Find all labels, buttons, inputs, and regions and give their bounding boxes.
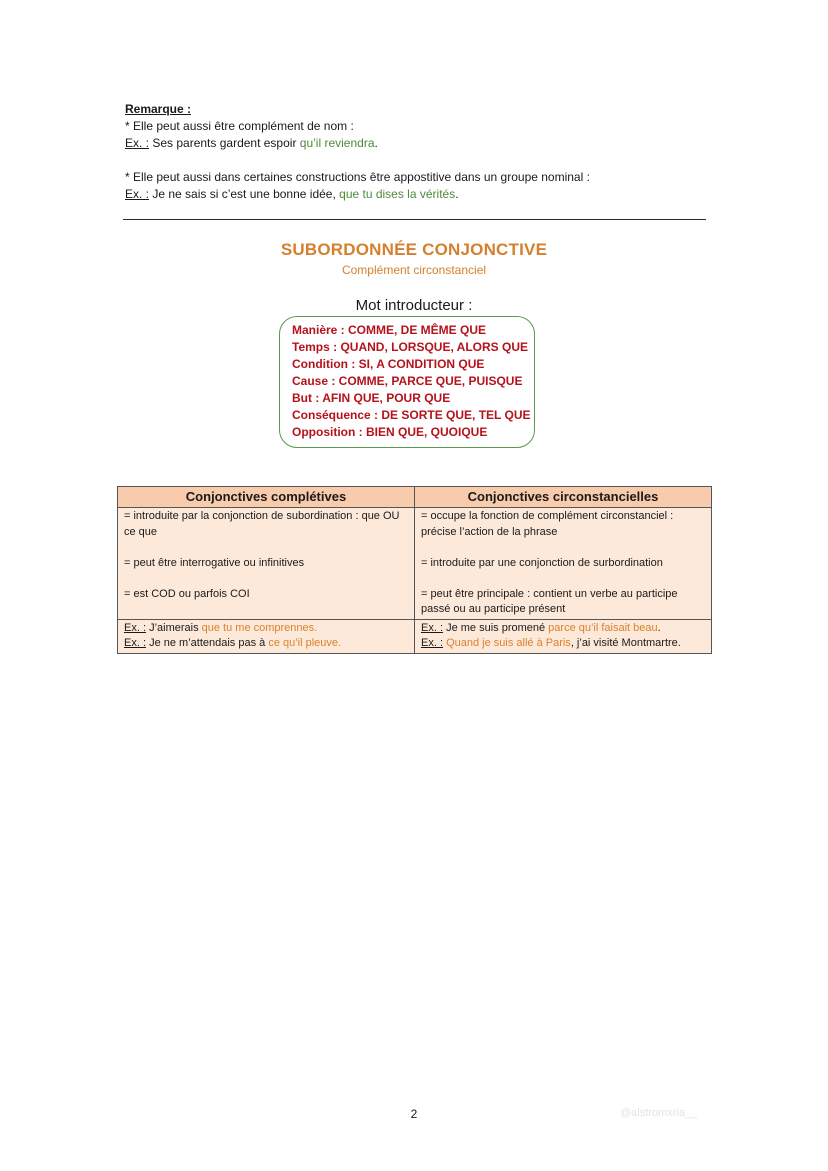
intro-item-condition: Condition : SI, A CONDITION QUE bbox=[292, 357, 485, 371]
page-number: 2 bbox=[410, 1107, 418, 1121]
circonstancielles-example-2 bbox=[421, 636, 705, 652]
example-highlight: parce qu’il faisait beau bbox=[548, 621, 658, 634]
table-cell-circonstancielles-examples bbox=[415, 619, 712, 653]
mot-introducteur-box bbox=[279, 316, 535, 448]
remarque-heading: Remarque : bbox=[125, 102, 192, 116]
watermark: @alstromxria__ bbox=[620, 1107, 698, 1119]
example-highlight: que tu me comprennes. bbox=[201, 621, 318, 634]
intro-item-but: But : AFIN QUE, POUR QUE bbox=[292, 391, 451, 405]
intro-item-opposition: Opposition : BIEN QUE, QUOIQUE bbox=[292, 425, 488, 439]
example-text: Je ne m’attendais pas à bbox=[146, 637, 269, 649]
example-highlight: que tu dises la vérités bbox=[339, 187, 456, 201]
table-cell-completives bbox=[118, 508, 415, 620]
example-end: . bbox=[374, 136, 378, 150]
example-label: Ex. : bbox=[421, 621, 444, 634]
example-end: . bbox=[455, 187, 459, 201]
example-text: J’aimerais bbox=[146, 621, 202, 634]
section-title: SUBORDONNÉE CONJONCTIVE bbox=[280, 240, 548, 259]
table-header-circonstancielles: Conjonctives circonstancielles bbox=[415, 487, 712, 508]
example-label: Ex. : bbox=[125, 187, 150, 201]
intro-item-maniere: Manière : COMME, DE MÊME QUE bbox=[292, 323, 487, 337]
example-text: Je ne sais si c’est une bonne idée, bbox=[149, 187, 340, 201]
table-cell-circonstancielles bbox=[415, 508, 712, 620]
example-end: . bbox=[657, 621, 661, 634]
completives-example-1 bbox=[124, 621, 408, 637]
intro-item-consequence: Conséquence : DE SORTE QUE, TEL QUE bbox=[292, 408, 531, 422]
completives-example-2 bbox=[124, 636, 408, 652]
example-highlight: qu’il reviendra bbox=[299, 136, 375, 150]
table-cell-completives-examples bbox=[118, 619, 415, 653]
example-text: Ses parents gardent espoir bbox=[149, 136, 300, 150]
intro-item-cause: Cause : COMME, PARCE QUE, PUISQUE bbox=[292, 374, 523, 388]
table-header-completives: Conjonctives complétives bbox=[118, 487, 415, 508]
conjonctives-table bbox=[117, 486, 712, 654]
remarque-example-2 bbox=[125, 186, 715, 203]
circonstancielles-point-1: = occupe la fonction de complément circonstanciel : précise l’action de la phrase bbox=[421, 510, 674, 538]
section-divider bbox=[123, 219, 706, 220]
remarque-example-1 bbox=[125, 135, 715, 152]
completives-point-2: = peut être interrogative ou infinitives bbox=[124, 556, 305, 569]
example-highlight: Quand je suis allé à Paris bbox=[446, 637, 571, 649]
remarque-line-2: * Elle peut aussi dans certaines constructions être appostitive dans un groupe nominal : bbox=[125, 170, 590, 184]
example-highlight: ce qu’il pleuve. bbox=[268, 637, 342, 649]
intro-item-temps: Temps : QUAND, LORSQUE, ALORS QUE bbox=[292, 340, 529, 354]
remarque-section bbox=[125, 101, 715, 203]
circonstancielles-example-1 bbox=[421, 621, 705, 637]
remarque-line-1: * Elle peut aussi être complément de nom : bbox=[125, 119, 354, 133]
section-subtitle: Complément circonstanciel bbox=[341, 263, 487, 277]
example-label: Ex. : bbox=[125, 136, 150, 150]
circonstancielles-point-2: = introduite par une conjonction de surbordination bbox=[421, 556, 663, 569]
circonstancielles-point-3: = peut être principale : contient un verbe au participe passé ou au participe présent bbox=[421, 587, 678, 615]
completives-point-3: = est COD ou parfois COI bbox=[124, 587, 250, 600]
example-label: Ex. : bbox=[124, 637, 147, 649]
example-label: Ex. : bbox=[124, 621, 147, 634]
completives-point-1: = introduite par la conjonction de subordination : que OU ce que bbox=[124, 510, 400, 538]
mot-introducteur-title: Mot introducteur : bbox=[355, 297, 473, 314]
example-end: , j’ai visité Montmartre. bbox=[570, 637, 681, 649]
example-text: Je me suis promené bbox=[443, 621, 549, 634]
example-label: Ex. : bbox=[421, 637, 444, 649]
